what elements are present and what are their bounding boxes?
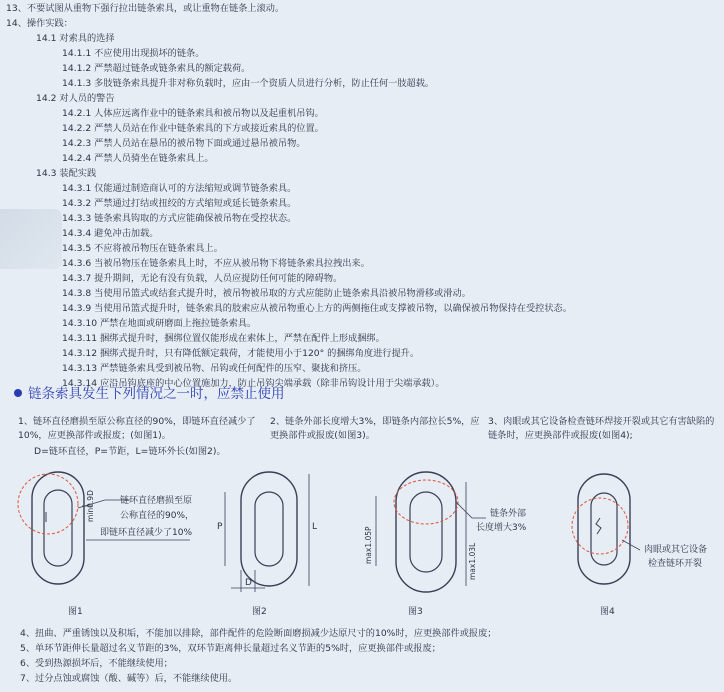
section-heading xyxy=(14,382,285,402)
operation-item: 14.3.14 应沿吊钩底座的中心位置施加力，防止吊钩尖端承载（除非吊钩设计用于尖端承载）。 xyxy=(62,378,445,389)
figure-2-pitch-label: P xyxy=(217,522,223,532)
figure-4-note: 肉眼或其它设备 xyxy=(644,545,708,555)
condition-item: 2、链条外部长度增大3%，即链条内部拉长5%，应更换部件或报废(如图3)。 xyxy=(270,416,480,441)
operation-item: 14.3 装配实践 xyxy=(36,168,97,179)
operation-item: 14.3.13 严禁链条索具受到被吊物、吊钩或任何配件的压窄、聚拢和挤压。 xyxy=(62,363,367,374)
figure-4-note: 检查链环开裂 xyxy=(648,559,703,569)
operation-item: 14.3.2 严禁通过打结或扭绞的方式缩短或延长链条索具。 xyxy=(62,198,297,209)
condition-item: 6、受到热源损坏后，不能继续使用； xyxy=(20,658,173,669)
figure-1-note: 公称直径的90%， xyxy=(120,511,195,521)
operation-item: 14.3.3 链条索具钩取的方式应能确保被吊物在受控状态。 xyxy=(62,213,297,224)
operation-item: 14.2.1 人体应远离作业中的链条索具和被吊物以及起重机吊钩。 xyxy=(62,108,324,119)
condition-item: 4、扭曲、严重锈蚀以及积垢，不能加以排除，部件配件的危险断面磨损减少达原尺寸的10%时，应更换部件或报废； xyxy=(20,628,497,639)
figure-1-caption: 图1 xyxy=(68,607,83,617)
operation-item: 14.2 对人员的警告 xyxy=(36,93,115,104)
operation-item: 14.3.8 当使用吊篮式或结套式提升时，被吊物被吊取的方式应能防止链条索具沿被吊物滑移或滑动。 xyxy=(62,288,471,299)
operation-item: 14.3.5 不应将被吊物压在链条索具上。 xyxy=(62,243,223,254)
figure-3-note: 长度增大3% xyxy=(476,523,527,533)
background-decoration xyxy=(0,209,62,269)
operation-item: 14.3.12 捆绑式提升时，只有降低额定载荷，才能使用小于120° 的捆绑角度进行提升。 xyxy=(62,348,420,359)
operation-item: 14.2.2 严禁人员站在作业中链条索具的下方或接近索具的位置。 xyxy=(62,123,324,134)
figure-3-caption: 图3 xyxy=(408,607,423,617)
operation-item: 14.3.1 仅能通过制造商认可的方法缩短或调节链条索具。 xyxy=(62,183,297,194)
condition-item: 3、肉眼或其它设备检查链环焊接开裂或其它有害缺陷的链条时，应更换部件或报废(如图4); xyxy=(488,416,715,441)
operation-item: 14.2.3 严禁人员站在悬吊的被吊物下面或通过悬吊被吊物。 xyxy=(62,138,306,149)
figure-1-note: 链环直径磨损至原 xyxy=(120,496,193,506)
condition-item: 5、单环节距伸长量超过名义节距的3%，双环节距离伸长量超过名义节距的5%时，应更换部件或报废； xyxy=(20,643,441,654)
figure-2-diameter-label: D xyxy=(245,578,252,588)
figure-2-caption: 图2 xyxy=(252,607,267,617)
operation-item: 14.3.11 捆绑式提升时，捆绑位置仅能形成在索体上，严禁在配件上形成捆绑。 xyxy=(62,333,385,344)
operation-item: 14.1 对索具的选择 xyxy=(36,33,115,44)
operation-item: 14.3.6 当被吊物压在链条索具上时，不应从被吊物下将链条索具拉拽出来。 xyxy=(62,258,370,269)
operation-item: 14.1.1 不应使用出现损坏的链条。 xyxy=(62,48,205,59)
figure-1-dimension: min0.9D xyxy=(86,490,95,522)
bullet-icon xyxy=(14,389,22,397)
figure-3 xyxy=(360,470,560,620)
figure-2-length-label: L xyxy=(312,522,318,532)
figure-3-length-dimension: max1.03L xyxy=(468,542,477,580)
figure-3-note: 链条外部 xyxy=(490,509,527,519)
figure-3-drawing xyxy=(360,470,560,620)
operation-item: 14.1.2 严禁超过链条或链条索具的额定载荷。 xyxy=(62,63,251,74)
operation-item: 14.1.3 多肢链条索具提升非对称负载时，应由一个资质人员进行分析，防止任何一肢超载。 xyxy=(62,78,435,89)
operation-item: 14.3.10 严禁在地面或研磨面上拖拉链条索具。 xyxy=(62,318,257,329)
section-heading-text: 链条索具发生下列情况之一时，应禁止使用 xyxy=(28,386,285,402)
definition-line: D=链环直径，P=节距，L=链环外长(如图2)。 xyxy=(34,446,226,457)
operation-item: 14、操作实践： xyxy=(6,18,73,29)
figure-1-note: 即链环直径减少了10% xyxy=(100,528,193,538)
condition-item: 1、链环直径磨损至原公称直径的90%，即链环直径减少了10%，应更换部件或报废；(如图1)。 xyxy=(18,416,256,441)
condition-item: 7、过分点蚀或腐蚀（酸、碱等）后，不能继续使用。 xyxy=(20,673,238,684)
operation-item: 14.3.9 当使用吊篮式提升时，链条索具的肢索应从被吊物重心上方的两侧拖住或支撑被吊物，以确保被吊物保持在受控状态。 xyxy=(62,303,572,314)
figure-2 xyxy=(205,470,335,620)
figure-4-caption: 图4 xyxy=(600,607,615,617)
operation-item: 14.2.4 严禁人员骑坐在链条索具上。 xyxy=(62,153,214,164)
figure-3-pitch-dimension: max1.05P xyxy=(364,526,373,564)
operation-item: 14.3.4 避免冲击加载。 xyxy=(62,228,159,239)
operation-item: 13、不要试图从重物下强行拉出链条索具，或让重物在链条上滚动。 xyxy=(6,3,285,14)
figure-4 xyxy=(560,470,724,620)
figure-2-drawing xyxy=(205,470,335,620)
operation-item: 14.3.7 提升期间，无论有没有负载，人员应提防任何可能的障碍物。 xyxy=(62,273,343,284)
